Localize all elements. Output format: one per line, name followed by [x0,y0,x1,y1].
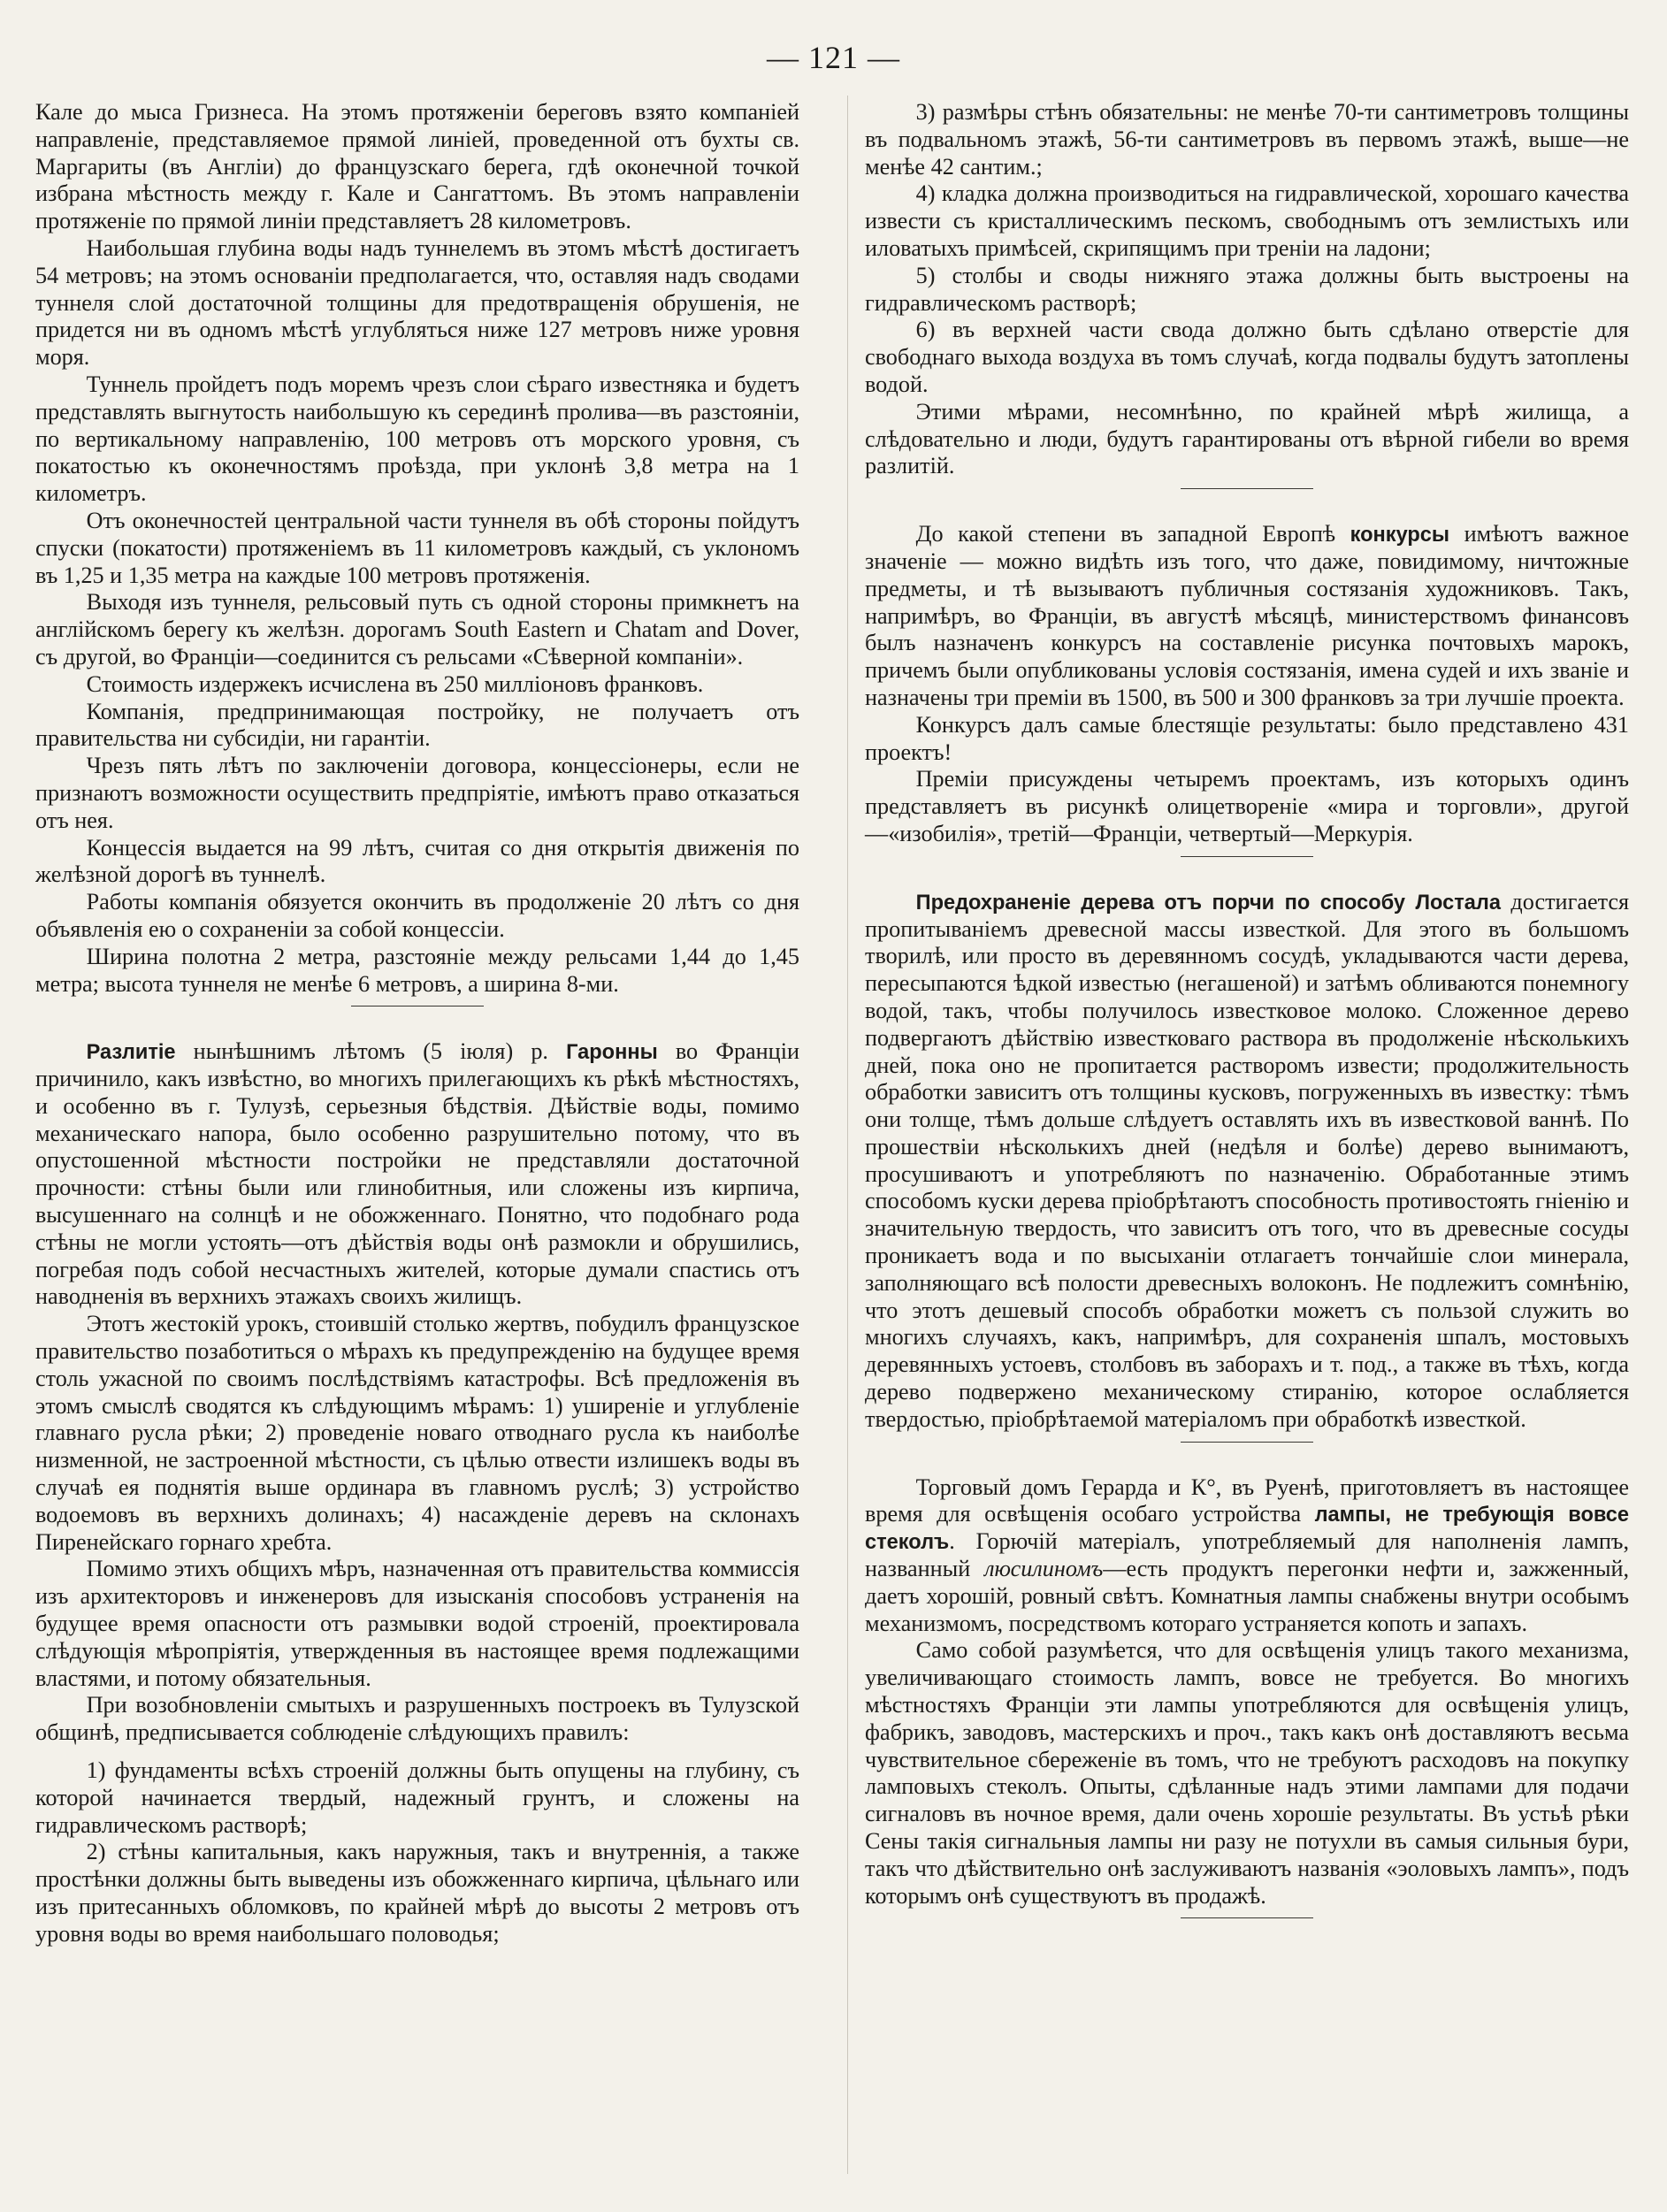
paragraph: Работы компанія обязуется окончить въ продолженіе 20 лѣтъ со дня объявленія ею о сохраненіи за собой концессіи. [35,889,799,942]
bold-term: конкурсы [1350,523,1450,547]
spacer [865,869,1629,889]
text-run: нынѣшнимъ лѣтомъ (5 іюля) р. [175,1038,567,1065]
paragraph: Этотъ жестокій урокъ, стоившій столько жертвъ, побудилъ французское правительство позаботиться о мѣрахъ къ предупрежденію на будущее время столь ужасной по своимъ послѣдствіямъ катастрофы. Всѣ предложенія въ этомъ смыслѣ сводятся къ слѣдующимъ мѣрамъ: 1) уширеніе и углубленіе главнаго русла рѣки; 2) проведеніе новаго отводнаго русла къ наиболѣе низменной, не застроенной мѣстности, съ цѣлью отвести излишекъ воды въ случаѣ ея поднятія выше ординара въ главномъ руслѣ; 3) устройство водоемовъ въ верхнихъ долинахъ; 4) насажденіе деревъ на склонахъ Пиренейскаго горнаго хребта. [35,1311,799,1555]
page-number: — 121 — [767,40,900,75]
paragraph: 5) столбы и своды нижняго этажа должны быть выстроены на гидравлическомъ растворѣ; [865,262,1629,316]
bold-term: Разлитіе [86,1040,176,1064]
paragraph [35,1038,799,1311]
paragraph: 2) стѣны капитальныя, какъ наружныя, такъ и внутреннія, а также простѣнки должны быть выведены изъ обожженнаго кирпича, цѣльнаго или изъ притесанныхъ обломковъ, по крайней мѣрѣ до высоты 2 метровъ отъ уровня воды во время наибольшаго половодья; [35,1839,799,1947]
paragraph [865,1474,1629,1638]
spacer [865,501,1629,521]
paragraph: Стоимость издержекъ исчислена въ 250 милліоновъ франковъ. [86,670,704,697]
paragraph: Помимо этихъ общихъ мѣръ, назначенная отъ правительства коммиссія изъ архитекторовъ и инженеровъ для изысканія способовъ устраненія на будущее время опасности отъ размывки водой строеній, проектировала слѣдующія мѣропріятія, утвержденныя въ настоящее время подлежащими властями, и потому обязательныя. [35,1556,799,1691]
paragraph: Преміи присуждены четыремъ проектамъ, изъ которыхъ одинъ представляетъ въ рисункѣ олицетвореніе «мира и торговли», другой—«изобилія», третій—Франціи, четвертый—Меркурія. [865,766,1629,846]
paragraph: Туннель пройдетъ подъ моремъ чрезъ слои сѣраго известняка и будетъ представлять выгнутость наибольшую къ серединѣ пролива—въ разстояніи, по вертикальному направленію, 100 метровъ отъ морского уровня, съ покатостью къ оконечностямъ проѣзда, при уклонѣ 3,8 метра на 1 километръ. [35,371,799,507]
paragraph: Концессія выдается на 99 лѣтъ, считая со дня открытія движенія по желѣзной дорогѣ въ туннелѣ. [35,834,799,888]
right-column [865,99,1629,1931]
bold-term: Предохраненіе дерева отъ порчи по способу Лостала [915,890,1501,914]
section-separator [1181,488,1313,489]
paragraph: Кале до мыса Гризнеса. На этомъ протяженіи береговъ взято компаніей направленіе, представляемое прямой линіей, проведенной отъ бухты св. Маргариты (въ Англіи) до французскаго берега, гдѣ оконечной точкой избрана мѣстность между г. Кале и Сангаттомъ. Въ этомъ направленіи протяженіе по прямой линіи представляетъ 28 километровъ. [35,99,799,234]
paragraph: При возобновленіи смытыхъ и разрушенныхъ построекъ въ Тулузской общинѣ, предписывается соблюденіе слѣдующихъ правилъ: [35,1692,799,1746]
left-column [35,99,799,1948]
text-run: во Франціи причинило, какъ извѣстно, во многихъ прилегающихъ къ рѣкѣ мѣстностяхъ, и особенно въ г. Тулузѣ, серьезныя бѣдствія. Дѣйствіе воды, помимо механическаго напора, было особенно разрушительно потому, что въ опустошенной мѣстности постройки не представляли достаточной прочности: стѣны были или глинобитныя, или сложены изъ кирпича, высушеннаго на солнцѣ и не обожженнаго. Понятно, что подобнаго рода стѣны не могли устоять—отъ дѣйствія воды онѣ размокли и обрушились, погребая подъ собой несчастныхъ жителей, которые думали спастись отъ наводненія въ верхнихъ этажахъ своихъ жилищъ. [35,1038,799,1310]
paragraph: Наибольшая глубина воды надъ туннелемъ въ этомъ мѣстѣ достигаетъ 54 метровъ; на этомъ основаніи предполагается, что, оставляя надъ сводами туннеля слой достаточной толщины для предотвращенія обрушенія, не придется ни въ одномъ мѣстѣ углубляться ниже 127 метровъ ниже уровня моря. [35,234,799,371]
section-separator [1181,1442,1313,1443]
spacer [35,1747,799,1757]
column-divider [847,96,848,2174]
paragraph: Отъ оконечностей центральной части туннеля въ обѣ стороны пойдутъ спуски (покатости) протяженіемъ въ 11 километровъ каждый, съ уклономъ въ 1,25 и 1,35 метра на каждые 100 метровъ протяженія. [35,507,799,588]
paragraph: Компанія, предпринимающая постройку, не получаетъ отъ правительства ни субсидіи, ни гарантіи. [35,698,799,752]
paragraph: 4) кладка должна производиться на гидравлической, хорошаго качества извести съ кристаллическимъ пескомъ, свободнымъ отъ землистыхъ или иловатыхъ примѣсей, скрипящимъ при треніи на ладони; [865,180,1629,261]
spacer [35,1019,799,1038]
paragraph: Этими мѣрами, несомнѣнно, по крайней мѣрѣ жилища, а слѣдовательно и люди, будутъ гарантированы отъ вѣрной гибели во время разлитій. [865,398,1629,479]
bold-term: Гаронны [566,1040,658,1064]
paragraph: Само собой разумѣется, что для освѣщенія улицъ такого механизма, увеличивающаго стоимость лампъ, вовсе не требуется. Во многихъ мѣстностяхъ Франціи эти лампы употребляются для освѣщенія улицъ, фабрикъ, заводовъ, мастерскихъ и проч., такъ какъ онѣ доставляютъ весьма чувствительное сбереженіе въ томъ, что не требуютъ расходовъ на покупку ламповыхъ стеколъ. Опыты, сдѣланные надъ этими лампами для подачи сигналовъ въ ночное время, дали очень хорошіе результаты. Въ устьѣ рѣки Сены такія сигнальныя лампы ни разу не потухли въ самыя сильныя бури, такъ что дѣйствительно онѣ заслуживаютъ названія «эоловыхъ лампъ», подъ которымъ онѣ существуютъ въ продажѣ. [865,1637,1629,1909]
paragraph [865,521,1629,712]
spacer [865,1455,1629,1474]
paragraph: Конкурсъ далъ самые блестящіе результаты: было представлено 431 проектъ! [865,711,1629,765]
paragraph: 1) фундаменты всѣхъ строеній должны быть опущены на глубину, съ которой начинается твердый, надежный грунтъ, и сложены на гидравлическомъ растворѣ; [35,1757,799,1838]
paragraph: 6) въ верхней части свода должно быть сдѣлано отверстіе для свободнаго выхода воздуха въ томъ случаѣ, когда подвалы будутъ затоплены водой. [865,317,1629,397]
section-separator [1181,1917,1313,1918]
paragraph: Выходя изъ туннеля, рельсовый путь съ одной стороны примкнетъ на англійскомъ берегу къ желѣзн. дорогамъ South Eastern и Chatam and Dover, съ другой, во Франціи—соединится съ рельсами «Сѣверной компаніи». [35,589,799,670]
text-run: Торговый домъ Герарда и К°, въ Руенѣ, приготовляетъ въ настоящее время для освѣщенія особаго устройства [865,1473,1629,1527]
text-run: имѣютъ важное значеніе — можно видѣть изъ того, что даже, повидимому, ничтожные предметы, и тѣ вызываютъ публичныя состязанія художниковъ. Такъ, напримѣръ, во Франціи, въ августѣ мѣсяцѣ, министерствомъ финансовъ былъ назначенъ конкурсъ на составленіе рисунка почтовыхъ марокъ, причемъ были опубликованы условія состязанія, имена судей и ихъ званіе и назначены три преміи въ 1500, въ 500 и 300 франковъ за три лучшіе проекта. [865,521,1629,710]
paragraph [865,889,1629,1434]
bold-term: лампы, не требующія вовсе стеколъ [865,1503,1629,1554]
paragraph: Ширина полотна 2 метра, разстояніе между рельсами 1,44 до 1,45 метра; высота туннеля не менѣе 6 метровъ, а ширина 8-ми. [35,943,799,997]
text-run: До какой степени въ западной Европѣ [915,521,1350,547]
text-run: достигается пропитываніемъ древесной массы известкой. Для этого въ большомъ творилѣ, или просто въ деревянномъ сосудѣ, укладываются части дерева, пересыпаются ѣдкой известью (негашеной) и затѣмъ обливаются понемногу водой, такъ, чтобы получилось известковое молоко. Сложенное дерево подвергаютъ дѣйствію известковаго раствора въ продолженіе нѣсколькихъ дней, пока оно не пропитается растворомъ извести; продолжительность обработки зависитъ отъ толщины кусковъ, погруженныхъ въ известку: тѣмъ они толще, тѣмъ дольше слѣдуетъ оставлять ихъ въ известковой ваннѣ. По прошествіи нѣсколькихъ дней (недѣля и болѣе) дерево вынимаютъ, просушиваютъ и употребляютъ по назначенію. Обработанные этимъ способомъ куски дерева пріобрѣтаютъ способность противостоять гніенію и значительную твердость, что зависитъ отъ того, что въ древесные сосуды проникаетъ вода и по высыханіи отлагаетъ тончайшіе слои минерала, заполняющаго всѣ полости древесныхъ волоконъ. Не подлежитъ сомнѣнію, что этотъ дешевый способъ обработки можетъ съ пользой служить во многихъ случаяхъ, какъ, напримѣръ, для сохраненія шпалъ, мостовыхъ деревянныхъ устоевъ, столбовъ въ заборахъ и т. под., а также въ тѣхъ, когда дерево подвержено механическому стиранію, которое ослабляется твердостью, пріобрѣтаемой матеріаломъ при обработкѣ известкой. [865,888,1629,1432]
italic-term: люсилиномъ [984,1556,1104,1582]
text-run: —есть продуктъ перегонки нефти и, зажженный, даетъ хорошій, ровный свѣтъ. Комнатныя лампы снабжены внутри особымъ механизмомъ, посредствомъ котораго устраняется копоть и запахъ. [865,1556,1630,1636]
paragraph: Чрезъ пять лѣтъ по заключеніи договора, концессіонеры, если не признаютъ возможности осуществить предпріятіе, имѣютъ право отказаться отъ нея. [35,753,799,833]
paragraph: 3) размѣры стѣнъ обязательны: не менѣе 70-ти сантиметровъ толщины въ подвальномъ этажѣ, 56-ти сантиметровъ въ первомъ этажѣ, выше—не менѣе 42 сантим.; [865,99,1629,180]
text-run: . Горючій матеріалъ, употребляемый для наполненія лампъ, названный [865,1528,1629,1582]
section-separator [1181,856,1313,857]
